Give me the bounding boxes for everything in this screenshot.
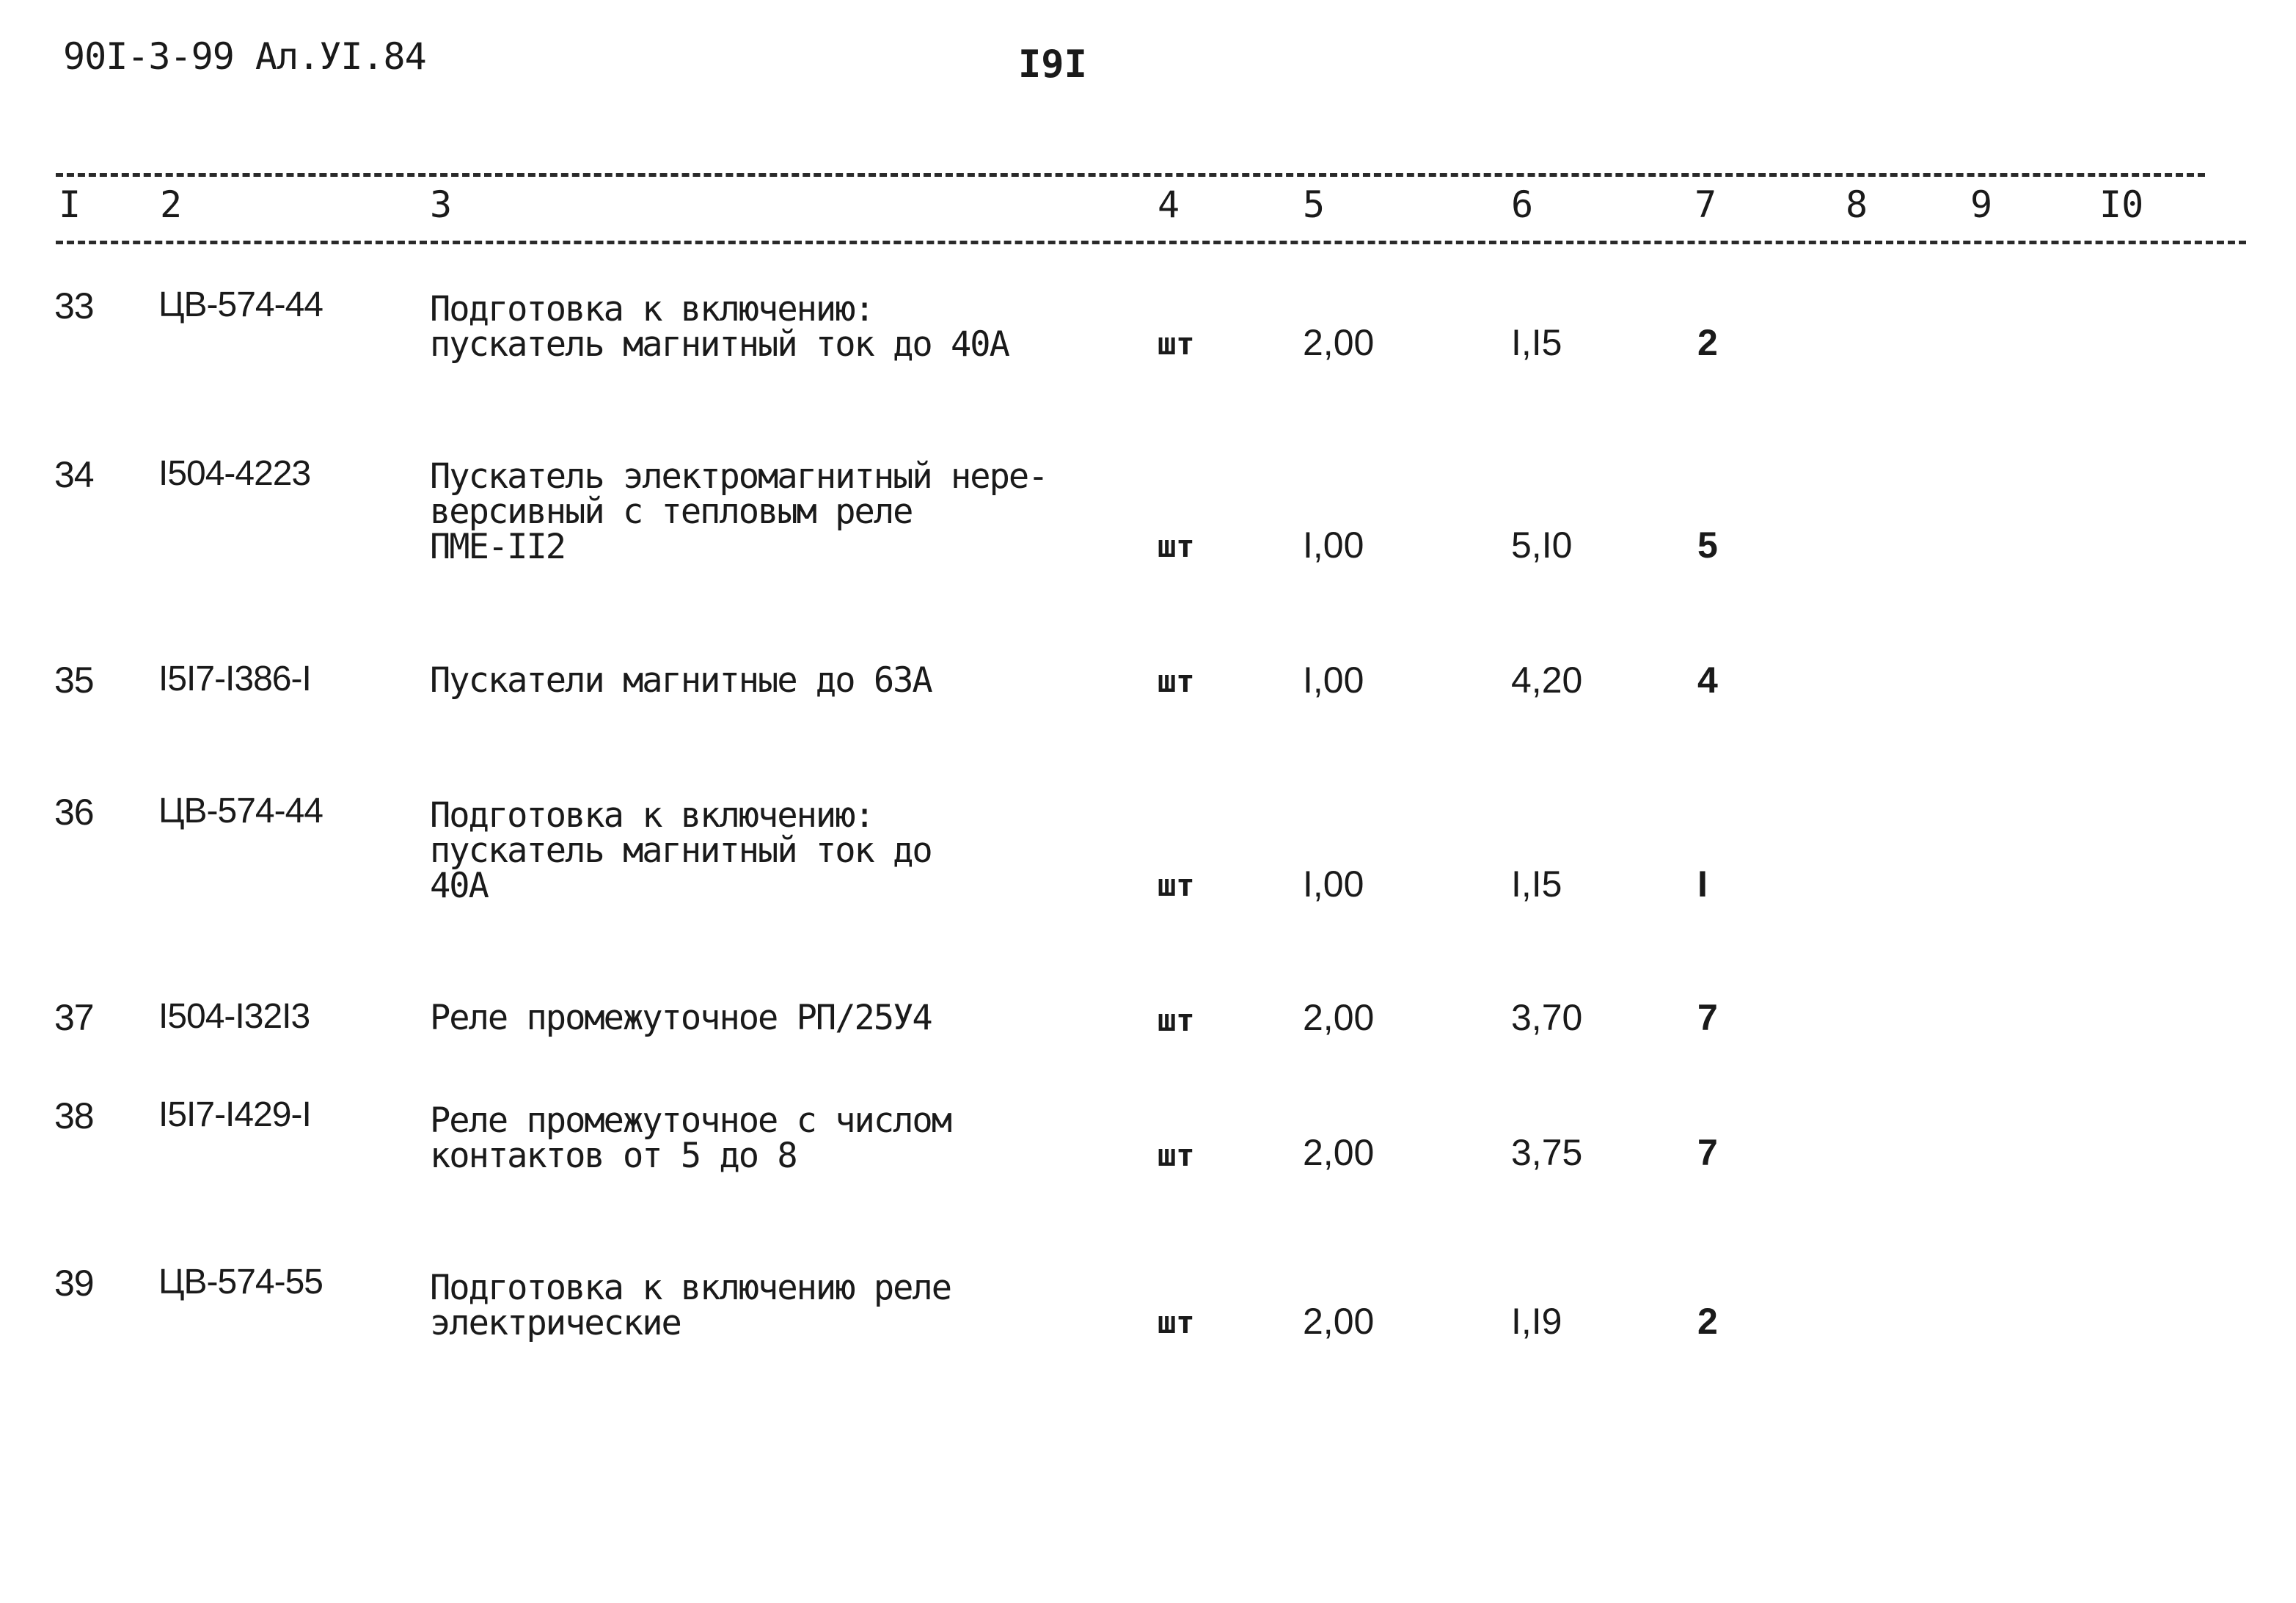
row-number: 39 — [54, 1263, 94, 1304]
row-value: 3,70 — [1511, 997, 1583, 1038]
row-count: 5 — [1697, 525, 1718, 566]
row-unit: шт — [1158, 326, 1195, 362]
column-header-5: 5 — [1303, 183, 1326, 226]
description-line: пускатель магнитный ток до 40А — [430, 324, 1009, 365]
column-header-7: 7 — [1694, 183, 1717, 226]
row-quantity: 2,00 — [1303, 1132, 1375, 1173]
description-line: контактов от 5 до 8 — [430, 1136, 797, 1176]
row-description — [430, 289, 1009, 365]
row-description — [430, 1268, 951, 1343]
row-value: 4,20 — [1511, 660, 1583, 701]
description-line: 40А — [430, 866, 488, 906]
column-header-6: 6 — [1511, 183, 1534, 226]
column-header-1: I — [59, 183, 81, 226]
row-quantity: 2,00 — [1303, 322, 1375, 363]
row-code: ЦВ-574-44 — [158, 285, 323, 324]
description-line: Подготовка к включению: — [430, 289, 874, 329]
description-line: Подготовка к включению: — [430, 795, 874, 836]
row-value: I,I5 — [1511, 322, 1562, 363]
row-number: 36 — [54, 792, 94, 833]
row-code: ЦВ-574-44 — [158, 792, 323, 830]
row-unit: шт — [1158, 1002, 1195, 1038]
row-count: 2 — [1697, 1301, 1718, 1342]
row-code: I5I7-I429-I — [158, 1095, 311, 1134]
row-number: 34 — [54, 454, 94, 495]
row-unit: шт — [1158, 528, 1195, 564]
column-header-3: 3 — [430, 183, 453, 226]
description-line: Пускатель электромагнитный нере- — [430, 456, 1048, 497]
row-description — [430, 456, 1048, 567]
row-value: I,I9 — [1511, 1301, 1562, 1342]
row-count: 7 — [1697, 997, 1718, 1038]
row-quantity: 2,00 — [1303, 1301, 1375, 1342]
row-number: 37 — [54, 997, 94, 1038]
column-header-10: I0 — [2099, 183, 2144, 226]
row-count: I — [1697, 863, 1708, 905]
row-quantity: I,00 — [1303, 660, 1364, 701]
row-code: I504-I32I3 — [158, 997, 310, 1036]
row-quantity: 2,00 — [1303, 997, 1375, 1038]
column-header-4: 4 — [1158, 183, 1180, 226]
page-number: I9I — [1018, 43, 1087, 87]
row-count: 7 — [1697, 1132, 1718, 1173]
document-code: 90I-3-99 Ал.УI.84 — [63, 35, 426, 78]
row-value: I,I5 — [1511, 863, 1562, 905]
row-count: 4 — [1697, 660, 1718, 701]
description-line: ПМЕ-II2 — [430, 527, 566, 567]
row-number: 35 — [54, 660, 94, 701]
row-number: 33 — [54, 285, 94, 326]
row-unit: шт — [1158, 867, 1195, 903]
row-code: I5I7-I386-I — [158, 660, 311, 698]
row-unit: шт — [1158, 663, 1195, 699]
table-top-rule — [56, 173, 2205, 177]
row-code: ЦВ-574-55 — [158, 1263, 323, 1301]
column-header-2: 2 — [160, 183, 183, 226]
table-header-rule — [56, 241, 2246, 244]
column-header-8: 8 — [1846, 183, 1868, 226]
row-unit: шт — [1158, 1304, 1195, 1340]
description-line: Пускатели магнитные до 63А — [430, 660, 932, 701]
row-value: 3,75 — [1511, 1132, 1583, 1173]
row-description — [430, 660, 932, 701]
row-description — [430, 1100, 951, 1176]
row-number: 38 — [54, 1095, 94, 1136]
description-line: электрические — [430, 1303, 681, 1343]
description-line: Реле промежуточное с числом — [430, 1100, 951, 1141]
row-description — [430, 998, 932, 1038]
row-unit: шт — [1158, 1137, 1195, 1173]
description-line: версивный с тепловым реле — [430, 492, 913, 532]
description-line: Подготовка к включению реле — [430, 1268, 951, 1308]
row-code: I504-4223 — [158, 454, 311, 493]
row-description — [430, 795, 932, 906]
row-quantity: I,00 — [1303, 863, 1364, 905]
column-header-9: 9 — [1970, 183, 1993, 226]
row-value: 5,I0 — [1511, 525, 1573, 566]
row-count: 2 — [1697, 322, 1718, 363]
description-line: пускатель магнитный ток до — [430, 830, 932, 871]
row-quantity: I,00 — [1303, 525, 1364, 566]
description-line: Реле промежуточное РП/25У4 — [430, 998, 932, 1038]
